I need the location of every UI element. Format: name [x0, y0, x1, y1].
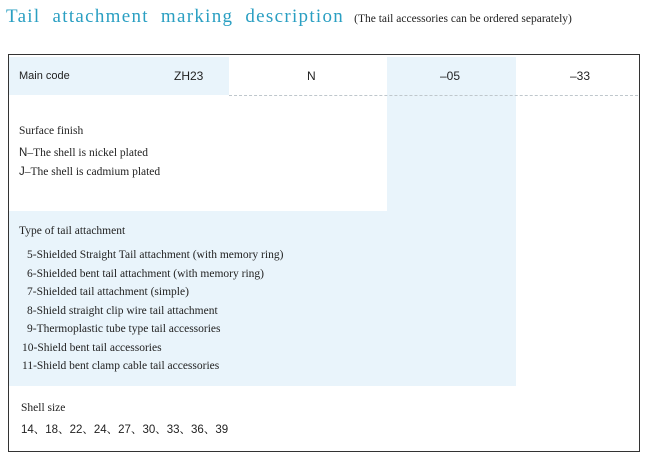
tail-type-option: 8-Shield straight clip wire tail attachment [27, 304, 218, 317]
surface-finish-option [19, 144, 160, 163]
surface-code: N [307, 69, 316, 83]
tail-code: –05 [440, 69, 461, 83]
tail-type-option: 11-Shield bent clamp cable tail accessories [22, 360, 220, 372]
page-heading [6, 6, 572, 28]
surface-finish-text: –The shell is nickel plated [27, 147, 149, 159]
shell-size-label: Shell size [21, 402, 66, 414]
shell-size-values: 14、18、22、24、27、30、33、36、39 [21, 424, 229, 436]
surface-finish-code: J [19, 165, 25, 178]
surface-finish-label: Surface finish [19, 125, 84, 137]
page-title: Tail attachment marking description [6, 6, 345, 27]
surface-finish-code: N [19, 147, 28, 159]
surface-finish-list [19, 144, 160, 181]
surface-finish-text: –The shell is cadmium plated [24, 165, 161, 178]
shell-code: –33 [570, 69, 591, 83]
surface-finish-option [19, 163, 160, 182]
tail-type-option: 10-Shield bent tail accessories [22, 341, 162, 354]
code-row [9, 57, 638, 95]
tail-type-option: 9-Thermoplastic tube type tail accessories [27, 323, 221, 335]
tail-type-option: 5-Shielded Straight Tail attachment (with memory ring) [27, 249, 284, 261]
tail-type-list [19, 246, 283, 376]
tail-type-option: 7-Shielded tail attachment (simple) [27, 286, 189, 298]
tail-type-option: 6-Shielded bent tail attachment (with memory ring) [27, 267, 264, 280]
marking-description-frame [8, 54, 640, 452]
code-row-divider [229, 95, 638, 96]
main-code-label: Main code [19, 70, 70, 82]
page-subtitle: (The tail accessories can be ordered separately) [354, 13, 572, 25]
series-code: ZH23 [174, 69, 204, 83]
tail-type-label: Type of tail attachment [19, 225, 126, 237]
